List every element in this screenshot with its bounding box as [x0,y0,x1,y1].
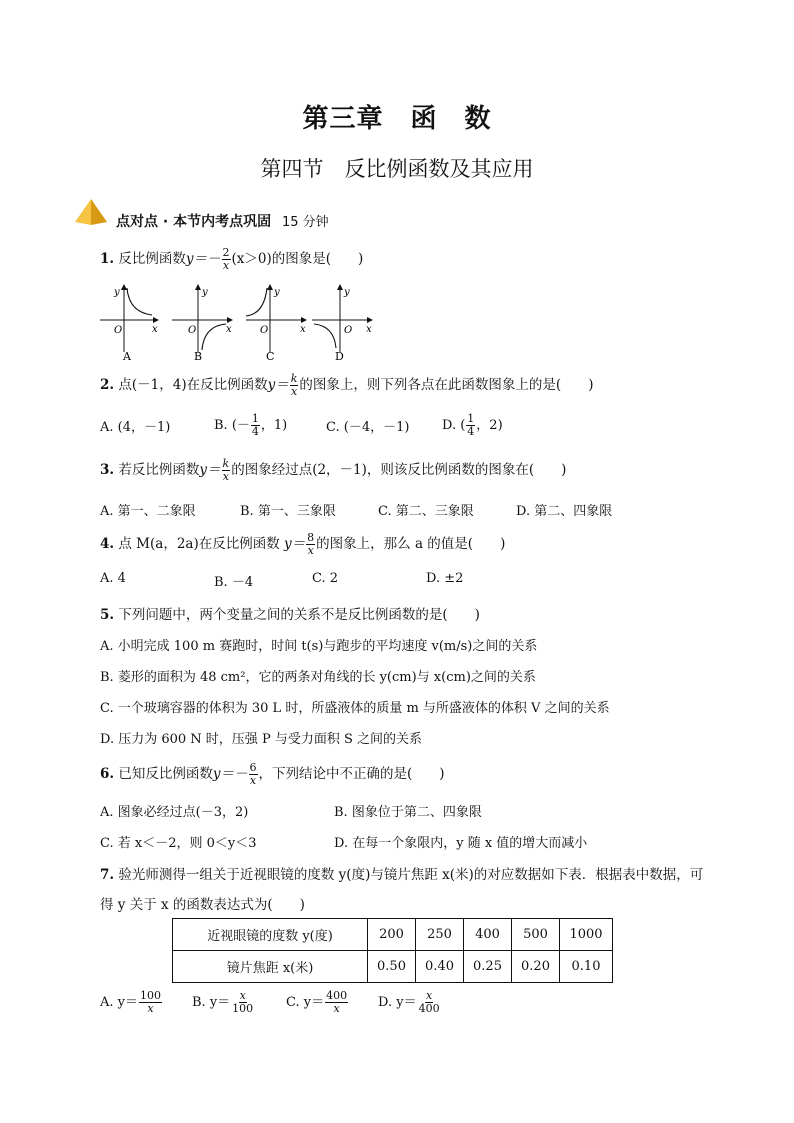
q4-pre: 点 M(a，2a)在反比例函数 [118,536,285,552]
table-cell: 0.50 [368,951,416,983]
q4-option-d: D. ±2 [426,571,464,586]
q2-func: y＝ [267,377,289,393]
q4-option-b: B. －4 [214,575,254,590]
graph-a-x: x [152,324,158,335]
question-3 [100,458,566,483]
graph-b-y: y [202,287,208,298]
q4-frac-den: x [307,544,314,557]
q7-option-b [192,990,255,1015]
q2-fraction [290,373,299,398]
table-cell: 0.10 [560,951,613,983]
graph-d [312,285,372,363]
table-cell: 200 [368,919,416,951]
q2-d-pre: D. ( [442,418,466,433]
graph-d-x: x [366,324,372,335]
table-header-cell: 近视眼镜的度数 y(度) [173,919,368,951]
graph-a-origin: O [114,325,123,336]
q7-c-num: 400 [326,989,348,1002]
q3-num: 3. [100,462,115,478]
q2-b-pre: B. (－ [214,418,250,433]
table-cell: 0.20 [512,951,560,983]
q7-b-frac [231,990,254,1015]
table-cell: 1000 [560,919,613,951]
question-6 [100,762,445,787]
q6-option-c: C. 若 x＜－2，则 0＜y＜3 [100,836,257,851]
q7-a-frac [139,990,162,1015]
q7-a-pre: A. y＝ [100,995,138,1010]
q7-option-c [286,990,349,1015]
q2-frac-num: k [290,372,298,385]
q1-fraction [222,247,231,272]
q3-option-c: C. 第二、三象限 [378,504,474,519]
q4-option-c: C. 2 [312,571,339,586]
q2-num: 2. [100,377,115,393]
graph-c-label: C [266,350,275,363]
question-2 [100,373,593,398]
q5-num: 5. [100,607,115,623]
q7-d-den: 400 [418,1002,440,1015]
graph-a [100,285,158,363]
q3-frac-num: k [222,457,230,470]
q2-b-num: 1 [251,412,259,425]
graph-c-origin: O [260,325,269,336]
graph-c-curve [246,288,267,316]
q2-pre: 点(－1，4)在反比例函数 [118,377,268,393]
graph-b [172,285,232,363]
table-row [173,919,613,951]
pyramid-icon [74,198,108,230]
graph-d-label: D [335,350,344,363]
q2-b-den: 4 [251,425,259,438]
q7-d-num: x [425,989,433,1002]
graph-d-y: y [344,287,350,298]
q3-option-d: D. 第二、四象限 [516,504,613,519]
graph-d-origin: O [344,325,353,336]
q7-c-den: x [333,1002,340,1015]
q5-option-c: C. 一个玻璃容器的体积为 30 L 时，所盛液体的质量 m 与所盛液体的体积 V 之间的关系 [100,701,610,716]
q2-b-post: ，1) [260,418,288,433]
q2-d-post: ，2) [476,418,503,433]
q7-option-d [378,990,442,1015]
table-cell: 0.40 [416,951,464,983]
q1-func: y＝－ [185,251,221,267]
q2-option-c: C. (－4，－1) [326,420,410,435]
section-header [116,211,329,231]
q7-stem-line1: 验光师测得一组关于近视眼镜的度数 y(度)与镜片焦距 x(米)的对应数据如下表．根据表中数据，可 [118,867,704,883]
question-1 [100,247,363,272]
q4-post: 的图象上，那么 a 的值是( ) [316,536,506,552]
graph-c [246,285,306,363]
q4-func: y＝ [284,536,306,552]
q2-option-d [442,413,503,438]
question-7 [100,863,703,883]
graph-a-curve [127,288,152,315]
q3-option-b: B. 第一、三象限 [240,504,336,519]
q7-b-pre: B. y＝ [192,995,231,1010]
q2-frac-den: x [290,385,298,398]
q6-fraction [249,762,258,787]
q3-post: 的图象经过点(2，－1)，则该反比例函数的图象在( ) [231,462,567,478]
q3-option-a: A. 第一、二象限 [100,504,196,519]
graph-a-y: y [114,287,120,298]
q2-d-num: 1 [467,412,475,425]
q6-option-d: D. 在每一个象限内，y 随 x 值的增大而减小 [334,836,588,851]
q7-stem-line2: 得 y 关于 x 的函数表达式为( ) [100,897,305,913]
table-cell: 400 [464,919,512,951]
q1-post: (x＞0)的图象是( ) [231,251,364,267]
q4-fraction [306,532,315,557]
q6-option-b: B. 图象位于第二、四象限 [334,805,482,820]
q6-option-a: A. 图象必经过点(－3，2) [100,805,249,820]
graph-b-origin: O [188,325,197,336]
graph-b-label: B [194,350,203,363]
q5-option-b: B. 菱形的面积为 48 cm²，它的两条对角线的长 y(cm)与 x(cm)之间的关系 [100,670,536,685]
q7-b-den: 100 [232,1002,254,1015]
q2-post: 的图象上，则下列各点在此函数图象上的是( ) [299,377,594,393]
q3-fraction [222,458,231,483]
question-4 [100,532,505,557]
q1-frac-den: x [222,259,230,272]
q4-frac-num: 8 [307,531,315,544]
q6-num: 6. [100,766,115,782]
q2-option-b [214,413,287,438]
q3-pre: 若反比例函数 [118,462,200,478]
q7-a-den: x [147,1002,154,1015]
q7-c-frac [325,990,348,1015]
q7-option-a [100,990,163,1015]
q5-option-d: D. 压力为 600 N 时，压强 P 与受力面积 S 之间的关系 [100,732,422,747]
q4-option-a: A. 4 [100,571,126,586]
q7-b-num: x [239,989,246,1002]
q6-frac-den: x [249,774,257,787]
q6-pre: 已知反比例函数 [118,766,213,782]
table-cell: 0.25 [464,951,512,983]
section-title: 第四节 反比例函数及其应用 [260,157,534,181]
q7-a-num: 100 [140,989,161,1002]
graph-d-curve [314,324,336,348]
q1-graphs [96,282,386,364]
q2-d-frac [466,413,475,438]
q2-d-den: 4 [467,425,475,438]
graph-b-curve [202,324,226,350]
q7-num: 7. [100,867,115,883]
q1-frac-num: 2 [222,246,230,259]
q2-option-a: A. (4，－1) [100,420,171,435]
q3-func: y＝ [199,462,221,478]
q5-stem: 下列问题中，两个变量之间的关系不是反比例函数的是( ) [118,607,480,623]
graph-c-x: x [300,324,306,335]
table-cell: 500 [512,919,560,951]
q6-frac-num: 6 [249,761,257,774]
chapter-title: 第三章 函 数 [302,104,492,134]
table-cell: 250 [416,919,464,951]
q2-b-frac [251,413,260,438]
q4-num: 4. [100,536,115,552]
q7-table [172,918,613,983]
q1-num: 1. [100,251,115,267]
section-header-time: 15 分钟 [281,215,329,230]
graph-c-y: y [274,287,280,298]
q5-option-a: A. 小明完成 100 m 赛跑时，时间 t(s)与跑步的平均速度 v(m/s)之间的关系 [100,639,538,654]
question-5 [100,603,480,623]
section-header-label: 点对点 · 本节内考点巩固 [116,214,272,230]
q7-d-frac [418,990,441,1015]
q7-d-pre: D. y＝ [378,995,417,1010]
graph-a-label: A [123,350,131,363]
q3-frac-den: x [222,470,229,483]
table-row [173,951,613,983]
graph-b-x: x [226,324,232,335]
q6-post: ，下列结论中不正确的是( ) [258,766,445,782]
q1-pre: 反比例函数 [118,251,186,267]
table-header-cell: 镜片焦距 x(米) [173,951,368,983]
q6-func: y＝－ [212,766,248,782]
q7-c-pre: C. y＝ [286,995,325,1010]
